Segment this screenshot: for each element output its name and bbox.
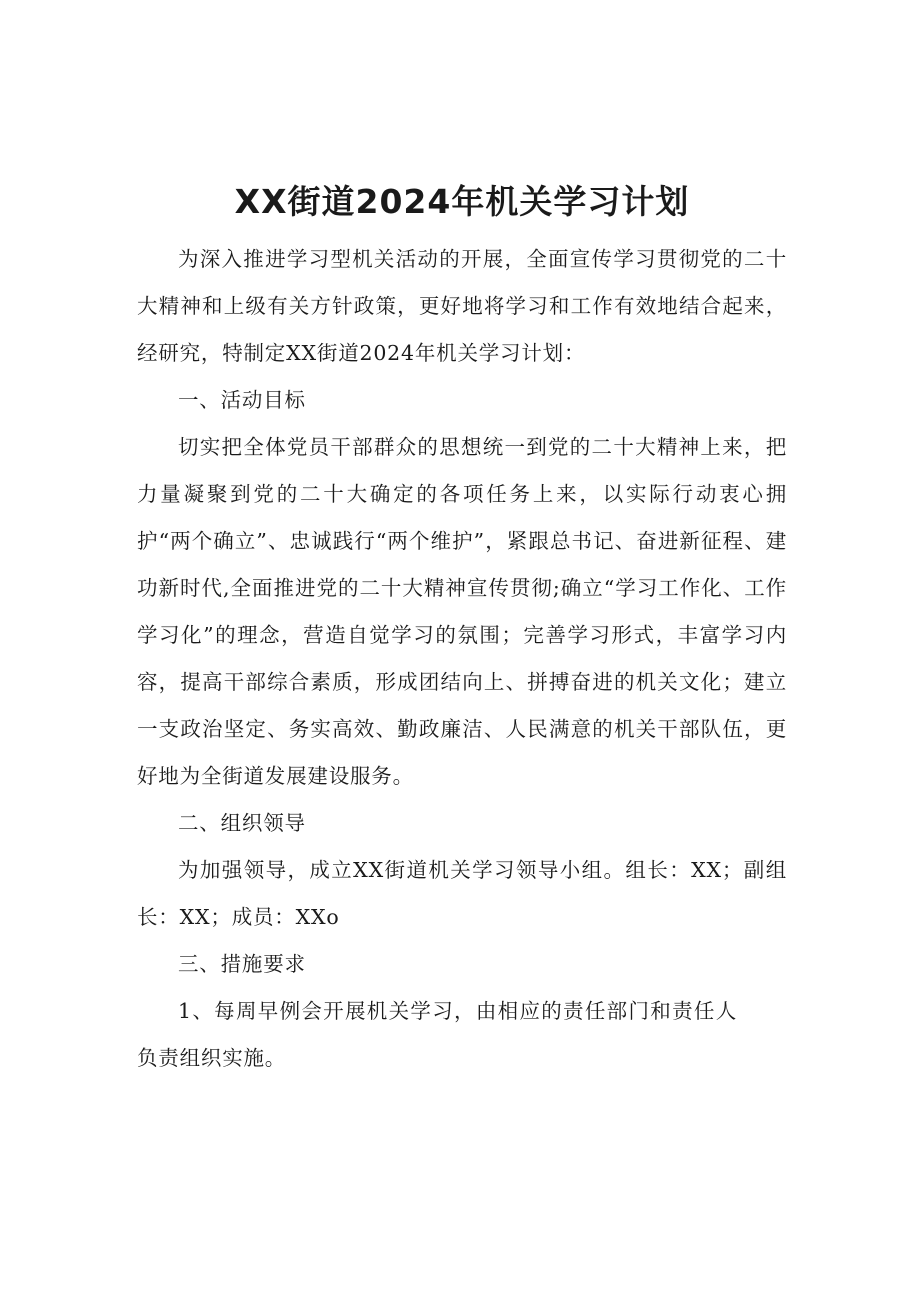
section-paragraph-organization: 为加强领导，成立XX街道机关学习领导小组。组长：XX；副组长：XX；成员：XXo — [137, 858, 787, 929]
section-paragraph-goals: 切实把全体党员干部群众的思想统一到党的二十大精神上来，把力量凝聚到党的二十大确定的各项任务上来，以实际行动衷心拥护“两个确立”、忠诚践行“两个维护”，紧跟总书记、奋进新征程、建功新时代,全面推进党的二十大精神宣传贯彻;确立“学习工作化、工作学习化”的理念，营造自觉学习的氛围；完善学习形式，丰富学习内容，提高干部综合素质，形成团结向上、拼搏奋进的机关文化；建立一支政治坚定、务实高效、勤政廉洁、人民满意的机关干部队伍，更好地为全街道发展建设服务。 — [137, 435, 787, 788]
document-body — [137, 236, 787, 1082]
section-paragraph-measures: 1、每周早例会开展机关学习，由相应的责任部门和责任人负责组织实施。 — [137, 999, 737, 1070]
section-heading-measures: 三、措施要求 — [178, 952, 306, 976]
document-title: XX街道2024年机关学习计划 — [234, 182, 690, 221]
intro-paragraph: 为深入推进学习型机关活动的开展，全面宣传学习贯彻党的二十大精神和上级有关方针政策，更好地将学习和工作有效地结合起来，经研究，特制定XX街道2024年机关学习计划： — [137, 247, 787, 365]
section-heading-organization: 二、组织领导 — [178, 811, 306, 835]
section-heading-goals: 一、活动目标 — [178, 388, 306, 412]
